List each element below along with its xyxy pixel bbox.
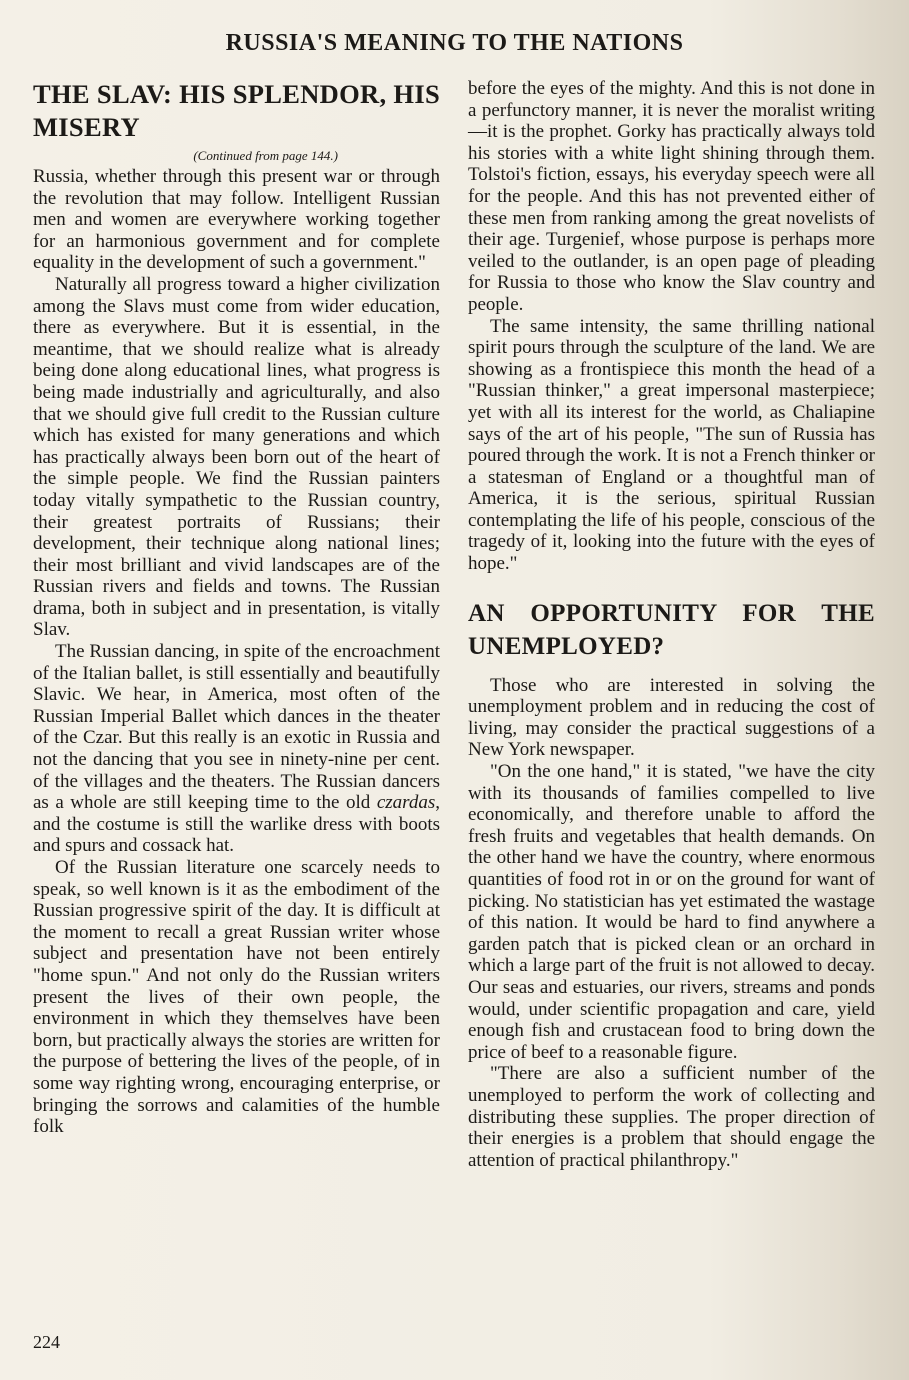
article-headline: THE SLAV: HIS SPLENDOR, HIS MISERY [33,79,440,142]
body-paragraph: Russia, whether through this present war or through the revolution that may follow. Intelligent Russian men and women are everywhere working together for an harmonious government and for complete equality in the development of such a government." [33,166,440,274]
body-paragraph: "On the one hand," it is stated, "we have the city with its thousands of families compelled to live economically, and therefore unable to afford the fresh fruits and vegetables that health demands. On the other hand we have the country, where enormous quantities of food rot in or on the ground for want of picking. No statistician has yet estimated the wastage of this nation. It would be hard to find anywhere a garden patch that is picked clean or an orchard in which a large part of the fruit is not allowed to decay. Our seas and estuaries, our rivers, streams and ponds would, under scientific propagation and care, yield enough fish and crustacean food to bring down the price of beef to a reasonable figure. [468,761,875,1063]
body-paragraph-continued: before the eyes of the mighty. And this is not done in a perfunctory manner, it is never the moralist writing—it is the prophet. Gorky has practically always told his stories with a white light shining through them. Tolstoi's fiction, essays, his everyday speech were all for the people. And this has not prevented either of these men from ranking among the great novelists of their age. Turgenief, whose purpose is perhaps more veiled to the outlander, is an open page of pleading for Russia to those who know the Slav country and people. [468,78,875,315]
body-paragraph: Naturally all progress toward a higher civilization among the Slavs must come from wider education, there as everywhere. But it is essential, in the meantime, that we should realize what is already being done along educational lines, what progress is being made industrially and agriculturally, and also that we should give full credit to the Russian culture which has existed for many generations and which has practically always been born out of the heart of the simple people. We find the Russian painters today vitally sympathetic to the Russian country, their greatest portraits of Russians; their development, their technique along national lines; their most brilliant and vivid landscapes are of the Russian rivers and fields and towns. The Russian drama, both in subject and in presentation, is vitally Slav. [33,273,440,641]
body-paragraph: "There are also a sufficient number of the unemployed to perform the work of collecting and distributing these supplies. The proper direction of their energies is a problem that should engage the attention of practical philanthropy." [468,1063,875,1171]
page-number: 224 [33,1332,60,1352]
right-column [468,78,875,1171]
section-spacer [468,575,875,597]
continued-note: (Continued from page 144.) [193,148,338,163]
body-paragraph: The same intensity, the same thrilling national spirit pours through the sculpture of the land. We are showing as a frontispiece this month the head of a "Russian thinker," a great impersonal masterpiece; yet with all its interest for the world, as Chaliapine says of the art of his people, "The sun of Russia has poured through the work. It is not a French thinker or a statesman of England or a thoughtful man of America, it is the serious, spiritual Russian contemplating the life of his people, conscious of the tragedy of it, looking into the future with the eyes of hope." [468,315,875,575]
article-headline-unemployed: AN OPPORTUNITY FOR THE UNEMPLOYED? [468,599,875,660]
body-paragraph: The Russian dancing, in spite of the encroachment of the Italian ballet, is still essentially and beautifully Slavic. We hear, in America, most often of the Russian Imperial Ballet which dances in the theater of the Czar. But this really is an exotic in Russia and not the dancing that you see in ninety-nine per cent. of the villages and the theaters. The Russian dancers as a whole are still keeping time to the old czardas, and the costume is still the warlike dress with boots and spurs and cossack hat. [33,641,440,857]
body-paragraph: Those who are interested in solving the unemployment problem and in reducing the cost of living, may consider the practical suggestions of a New York newspaper. [468,674,875,761]
left-column [33,78,440,1138]
body-paragraph: Of the Russian literature one scarcely needs to speak, so well known is it as the embodiment of the Russian progressive spirit of the day. It is difficult at the moment to recall a great Russian writer whose subject and presentation have not been entirely "home spun." And not only do the Russian writers present the lives of their own people, the environment in which they themselves have been born, but practically always the stories are written for the purpose of bettering the lives of the people, of in some way righting wrong, encouraging enterprise, or bringing the sorrows and calamities of the humble folk [33,857,440,1138]
running-head: RUSSIA'S MEANING TO THE NATIONS [225,30,684,56]
